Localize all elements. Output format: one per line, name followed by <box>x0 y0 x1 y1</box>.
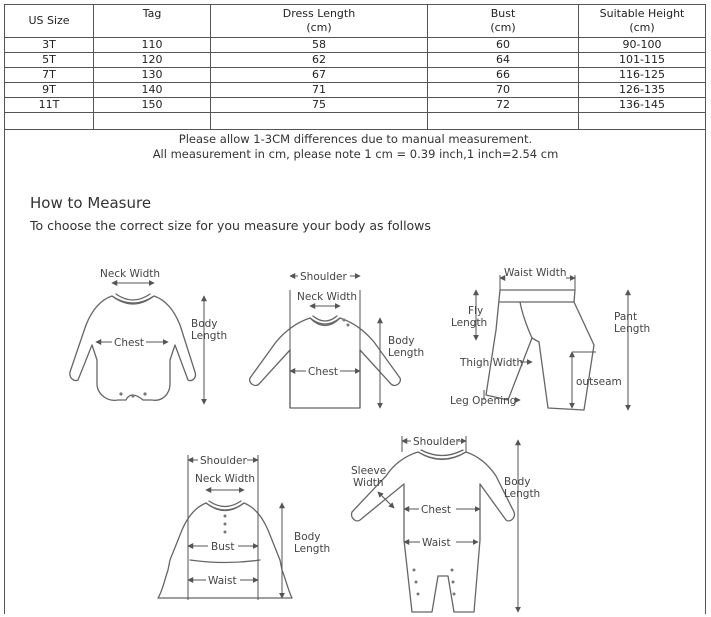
romper-collar <box>418 450 466 460</box>
cell-dress-length: 67 <box>211 68 428 83</box>
pants-leg-label: Leg Opening <box>450 395 517 407</box>
dress-body-label: Body <box>294 531 321 543</box>
pants-fly-label: Fly <box>468 305 484 317</box>
snap-dot <box>415 581 418 584</box>
header-tag-label: Tag <box>142 7 162 20</box>
cell-suitable-height: 126-135 <box>579 83 706 98</box>
bodysuit-chest-label: Chest <box>114 337 145 349</box>
romper-length-label: Length <box>504 488 541 500</box>
header-suitable-height-unit: (cm) <box>629 21 655 34</box>
how-to-measure-subtitle: To choose the correct size for you measure your body as follows <box>30 218 431 233</box>
pants-fly <box>520 302 532 338</box>
bodysuit-length-label: Length <box>191 330 228 342</box>
bodysuit-body-label: Body <box>191 318 218 330</box>
pants-thigh-label: Thigh Width <box>460 357 524 369</box>
shirt-body-label: Body <box>388 335 415 347</box>
header-us-size-label: US Size <box>28 14 70 27</box>
pants-waist-label: Waist Width <box>504 267 567 279</box>
snap-dot <box>413 569 416 572</box>
cell-us-size: 9T <box>5 83 94 98</box>
cell-tag: 150 <box>94 98 211 113</box>
note-line-2: All measurement in cm, please note 1 cm = 0.39 inch,1 inch=2.54 cm <box>152 147 559 161</box>
shirt-length-label: Length <box>388 347 425 359</box>
cell-bust: 60 <box>428 38 579 53</box>
romper-waist-label: Waist <box>422 537 451 549</box>
dress-diagram <box>158 455 330 600</box>
cell-bust: 64 <box>428 53 579 68</box>
snap-dot <box>452 581 455 584</box>
pants-outline <box>486 290 594 410</box>
button-dot <box>224 515 227 518</box>
header-dress-length-unit: (cm) <box>306 21 332 34</box>
button-dot <box>347 324 350 327</box>
shirt-neck-label: Neck Width <box>297 291 358 303</box>
pants-diagram <box>450 267 650 410</box>
pants-outseam-label: outseam <box>576 376 622 388</box>
cell-us-size: 3T <box>5 38 94 53</box>
header-dress-length-label: Dress Length <box>282 7 356 20</box>
pants-pant-label: Pant <box>614 311 638 323</box>
dress-collar <box>206 501 244 511</box>
header-bust-label: Bust <box>490 7 516 20</box>
header-suitable-height-label: Suitable Height <box>599 7 685 20</box>
romper-chest-label: Chest <box>421 504 452 516</box>
snap-dot <box>119 392 122 395</box>
shirt-diagram <box>250 271 425 408</box>
snap-dot <box>417 593 420 596</box>
cell-dress-length: 71 <box>211 83 428 98</box>
cell-dress-length: 62 <box>211 53 428 68</box>
snap-dot <box>143 392 146 395</box>
shirt-outline <box>250 318 401 408</box>
dress-bust-label: Bust <box>211 541 235 553</box>
cell-us-size: 11T <box>5 98 94 113</box>
note-line-1: Please allow 1-3CM differences due to manual measurement. <box>178 132 533 146</box>
how-to-measure-title: How to Measure <box>30 194 152 212</box>
cell-suitable-height: 90-100 <box>579 38 706 53</box>
snap-dot <box>131 394 134 397</box>
cell-dress-length: 58 <box>211 38 428 53</box>
cell-suitable-height: 101-115 <box>579 53 706 68</box>
dress-shoulder-label: Shoulder <box>200 455 247 467</box>
cell-bust: 70 <box>428 83 579 98</box>
cell-us-size: 7T <box>5 68 94 83</box>
cell-tag: 120 <box>94 53 211 68</box>
pants-pant-length-label: Length <box>614 323 651 335</box>
snap-dot <box>451 569 454 572</box>
button-dot <box>343 319 346 322</box>
romper-diagram <box>351 436 540 612</box>
cell-bust: 72 <box>428 98 579 113</box>
cell-tag: 130 <box>94 68 211 83</box>
shirt-shoulder-label: Shoulder <box>300 271 347 283</box>
bodysuit-diagram <box>70 268 227 404</box>
shirt-chest-label: Chest <box>308 366 339 378</box>
dress-waist-label: Waist <box>208 575 237 587</box>
romper-body-label: Body <box>504 476 531 488</box>
bodysuit-neck-label: Neck Width <box>100 268 161 280</box>
cell-bust: 66 <box>428 68 579 83</box>
button-dot <box>224 531 227 534</box>
pants-fly-length-label: Length <box>451 317 488 329</box>
header-bust-unit: (cm) <box>490 21 516 34</box>
cell-tag: 110 <box>94 38 211 53</box>
cell-suitable-height: 116-125 <box>579 68 706 83</box>
cell-suitable-height: 136-145 <box>579 98 706 113</box>
cell-us-size: 5T <box>5 53 94 68</box>
cell-tag: 140 <box>94 83 211 98</box>
dress-neck-label: Neck Width <box>195 473 256 485</box>
button-dot <box>224 523 227 526</box>
romper-sleeve-width-label: Width <box>353 477 384 489</box>
romper-shoulder-label: Shoulder <box>413 436 460 448</box>
cell-dress-length: 75 <box>211 98 428 113</box>
dress-length-label: Length <box>294 543 331 555</box>
snap-dot <box>453 593 456 596</box>
romper-sleeve-label: Sleeve <box>351 465 387 477</box>
dress-waistline <box>190 560 260 563</box>
